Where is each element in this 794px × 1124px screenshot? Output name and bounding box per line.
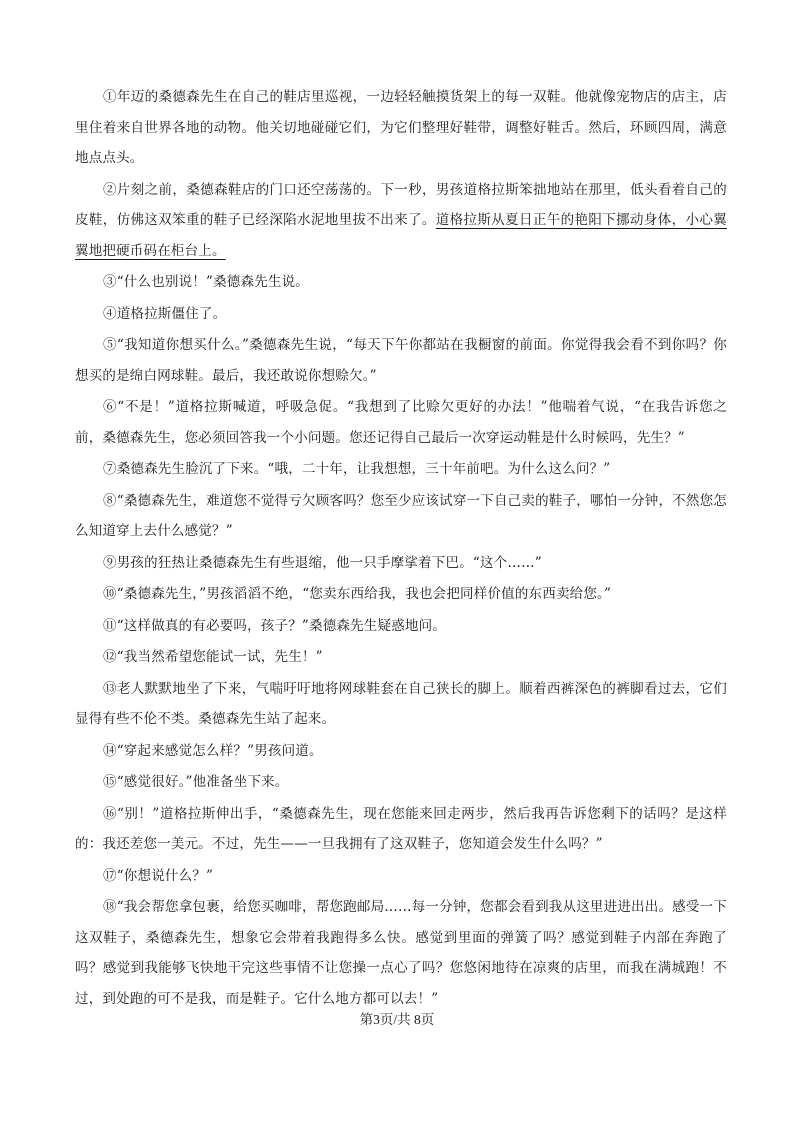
paragraph-2-text: ②片刻之前，桑德森鞋店的门口还空荡荡的。下一秒，男孩道格拉斯笨拙地站在那里，低头看着自己的皮鞋，仿佛这双笨重的鞋子已经深陷水泥地里拔不出来了。	[75, 181, 727, 228]
paragraph-14: ⑭“穿起来感觉怎么样？”男孩问道。	[103, 742, 323, 759]
document-body	[75, 82, 727, 1014]
paragraph-7: ⑦桑德森先生脸沉了下来。“哦，二十年，让我想想，三十年前吧。为什么这么问？”	[103, 461, 611, 477]
paragraph-13: ⑬老人默默地坐了下来，气喘吁吁地将网球鞋套在自己狭长的脚上。顺着西裤深色的裤脚看过去，它们显得有些不伦不类。桑德森先生站了起来。	[75, 680, 727, 727]
paragraph-8: ⑧“桑德森先生，难道您不觉得亏欠顾客吗？您至少应该试穿一下自己卖的鞋子，哪怕一分钟，不然您怎么知道穿上去什么感觉？”	[75, 492, 727, 539]
paragraph-4: ④道格拉斯僵住了。	[103, 305, 227, 322]
paragraph-15: ⑮“感觉很好。”他准备坐下来。	[103, 774, 289, 790]
paragraph-2	[75, 175, 727, 267]
paragraph-9: ⑨男孩的狂热让桑德森先生有些退缩，他一只手摩挲着下巴。“这个……”	[103, 554, 542, 571]
paragraph-12: ⑫“我当然希望您能试一试，先生！”	[103, 649, 323, 665]
paragraph-5: ⑤“我知道你想买什么。”桑德森先生说，“每天下午你都站在我橱窗的前面。你觉得我会看不到你吗？你想买的是绵白网球鞋。最后，我还敢说你想赊欠。”	[75, 337, 727, 384]
paragraph-3: ③“什么也别说！”桑德森先生说。	[103, 274, 310, 290]
paragraph-11: ⑪“这样做真的有必要吗，孩子？”桑德森先生疑惑地问。	[103, 617, 447, 634]
paragraph-10: ⑩“桑德森先生，”男孩滔滔不绝，“您卖东西给我，我也会把同样价值的东西卖给您。”	[103, 586, 612, 602]
paragraph-6: ⑥“不是！”道格拉斯喊道，呼吸急促。“我想到了比赊欠更好的办法！”他喘着气说，“在我告诉您之前，桑德森先生，您必须回答我一个小问题。您还记得自己最后一次穿运动鞋是什么时候吗，先生？”	[75, 399, 727, 446]
page-number-footer: 第3页/共 8页	[359, 1012, 435, 1027]
paragraph-18: ⑱“我会帮您拿包裹，给您买咖啡，帮您跑邮局……每一分钟，您都会看到我从这里进进出出。感受一下这双鞋子，桑德森先生，想象它会带着我跑得多么快。感觉到里面的弹簧了吗？感觉到鞋子内部在奔跑了吗？感觉到我能够飞快地干完这些事情不让您操一点心了吗？您悠闲地待在凉爽的店里，而我在满城跑！不过，到处跑的可不是我，而是鞋子。它什么地方都可以去！”	[75, 899, 727, 1007]
paragraph-1: ①年迈的桑德森先生在自己的鞋店里巡视，一边轻轻触摸货架上的每一双鞋。他就像宠物店的店主，店里住着来自世界各地的动物。他关切地碰碰它们，为它们整理好鞋带，调整好鞋舌。然后，环顾四周，满意地点点头。	[75, 89, 727, 166]
paragraph-17: ⑰“你想说什么？”	[103, 867, 214, 884]
paragraph-2-underlined-sentence: 道格拉斯从夏日正午的艳阳下挪动身体，小心翼翼地把硬币码在柜台上。	[75, 212, 727, 259]
paragraph-16: ⑯“别！”道格拉斯伸出手，“桑德森先生，现在您能来回走两步，然后我再告诉您剩下的话吗？是这样的：我还差您一美元。不过，先生——一旦我拥有了这双鞋子，您知道会发生什么吗？”	[75, 805, 727, 852]
